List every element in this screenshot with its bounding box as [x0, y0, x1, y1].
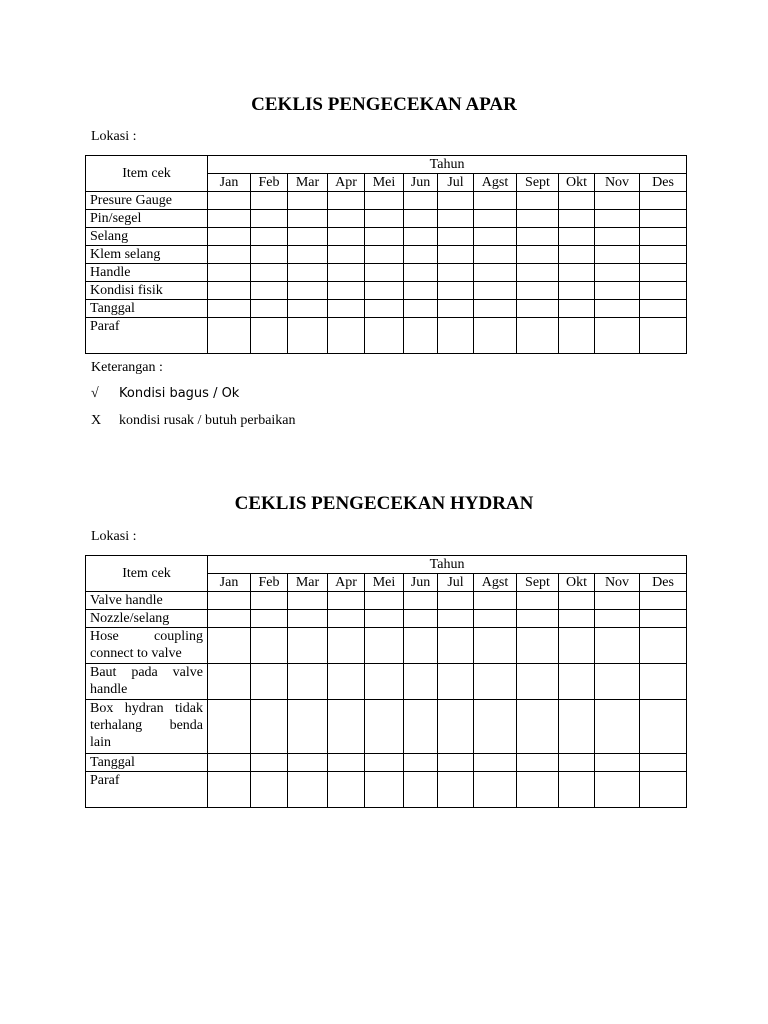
apar-rows — [86, 192, 687, 354]
check-cell[interactable] — [595, 264, 640, 282]
month-header: Jul — [438, 174, 474, 192]
check-cell[interactable] — [438, 664, 474, 700]
check-cell[interactable] — [474, 318, 517, 354]
check-cell[interactable] — [404, 228, 438, 246]
check-cell[interactable] — [474, 192, 517, 210]
check-cell[interactable] — [640, 210, 687, 228]
check-cell[interactable] — [288, 610, 328, 628]
check-cell[interactable] — [559, 192, 595, 210]
check-cell[interactable] — [404, 282, 438, 300]
check-cell[interactable] — [595, 318, 640, 354]
month-header: Mei — [365, 574, 404, 592]
month-header: Feb — [251, 174, 288, 192]
check-cell[interactable] — [438, 264, 474, 282]
check-cell[interactable] — [251, 318, 288, 354]
tahun-header: Tahun — [208, 556, 687, 574]
month-header: Mar — [288, 574, 328, 592]
check-cell[interactable] — [208, 264, 251, 282]
item-label: Paraf — [86, 318, 208, 354]
check-cell[interactable] — [640, 628, 687, 664]
month-header: Sept — [517, 574, 559, 592]
check-cell[interactable] — [640, 264, 687, 282]
check-cell[interactable] — [640, 754, 687, 772]
check-cell[interactable] — [517, 282, 559, 300]
item-label: Handle — [86, 264, 208, 282]
check-cell[interactable] — [365, 282, 404, 300]
check-cell[interactable] — [595, 246, 640, 264]
check-cell[interactable] — [595, 664, 640, 700]
item-label: Paraf — [86, 772, 208, 808]
check-cell[interactable] — [559, 754, 595, 772]
check-cell[interactable] — [438, 628, 474, 664]
check-cell[interactable] — [640, 664, 687, 700]
check-cell[interactable] — [474, 754, 517, 772]
apar-title: CEKLIS PENGECEKAN APAR — [251, 94, 517, 115]
checklist-row — [86, 628, 687, 664]
check-cell[interactable] — [251, 282, 288, 300]
check-cell[interactable] — [365, 192, 404, 210]
check-cell[interactable] — [208, 228, 251, 246]
month-header: Jan — [208, 174, 251, 192]
check-cell[interactable] — [438, 592, 474, 610]
check-cell[interactable] — [288, 192, 328, 210]
check-cell[interactable] — [328, 282, 365, 300]
check-cell[interactable] — [404, 772, 438, 808]
x-icon: X — [91, 413, 102, 428]
check-cell[interactable] — [595, 228, 640, 246]
item-cek-header: Item cek — [86, 156, 208, 192]
checklist-row — [86, 318, 687, 354]
check-cell[interactable] — [404, 300, 438, 318]
check-cell[interactable] — [559, 664, 595, 700]
check-cell[interactable] — [328, 228, 365, 246]
legend-ok-text: Kondisi bagus / Ok — [119, 386, 240, 401]
check-cell[interactable] — [328, 264, 365, 282]
check-cell[interactable] — [559, 628, 595, 664]
keterangan-label: Keterangan : — [91, 360, 163, 375]
check-cell[interactable] — [559, 210, 595, 228]
check-cell[interactable] — [288, 300, 328, 318]
check-cell[interactable] — [208, 610, 251, 628]
check-cell[interactable] — [517, 772, 559, 808]
check-cell[interactable] — [251, 264, 288, 282]
check-cell[interactable] — [595, 700, 640, 754]
check-cell[interactable] — [438, 610, 474, 628]
check-cell[interactable] — [251, 592, 288, 610]
check-cell[interactable] — [328, 318, 365, 354]
check-cell[interactable] — [365, 610, 404, 628]
check-cell[interactable] — [208, 754, 251, 772]
check-cell[interactable] — [474, 228, 517, 246]
check-icon: √ — [91, 386, 99, 401]
check-cell[interactable] — [595, 282, 640, 300]
check-cell[interactable] — [404, 592, 438, 610]
check-cell[interactable] — [438, 192, 474, 210]
check-cell[interactable] — [288, 628, 328, 664]
check-cell[interactable] — [640, 228, 687, 246]
check-cell[interactable] — [251, 664, 288, 700]
item-label: Tanggal — [86, 300, 208, 318]
checklist-row — [86, 610, 687, 628]
check-cell[interactable] — [595, 592, 640, 610]
check-cell[interactable] — [365, 772, 404, 808]
check-cell[interactable] — [404, 664, 438, 700]
check-cell[interactable] — [595, 210, 640, 228]
item-label: Selang — [86, 228, 208, 246]
check-cell[interactable] — [208, 664, 251, 700]
check-cell[interactable] — [328, 210, 365, 228]
check-cell[interactable] — [404, 628, 438, 664]
check-cell[interactable] — [208, 300, 251, 318]
check-cell[interactable] — [365, 318, 404, 354]
check-cell[interactable] — [517, 754, 559, 772]
month-header: Apr — [328, 574, 365, 592]
check-cell[interactable] — [288, 772, 328, 808]
check-cell[interactable] — [517, 610, 559, 628]
check-cell[interactable] — [251, 228, 288, 246]
check-cell[interactable] — [328, 664, 365, 700]
month-header: Feb — [251, 574, 288, 592]
item-label: Valve handle — [86, 592, 208, 610]
check-cell[interactable] — [438, 210, 474, 228]
checklist-row — [86, 246, 687, 264]
checklist-row — [86, 754, 687, 772]
check-cell[interactable] — [365, 628, 404, 664]
check-cell[interactable] — [640, 192, 687, 210]
check-cell[interactable] — [595, 628, 640, 664]
check-cell[interactable] — [328, 610, 365, 628]
legend-rusak-text: kondisi rusak / butuh perbaikan — [119, 413, 296, 428]
month-header: Nov — [595, 574, 640, 592]
month-header: Agst — [474, 574, 517, 592]
check-cell[interactable] — [474, 300, 517, 318]
check-cell[interactable] — [288, 318, 328, 354]
check-cell[interactable] — [288, 754, 328, 772]
check-cell[interactable] — [288, 228, 328, 246]
check-cell[interactable] — [474, 210, 517, 228]
month-header: Jul — [438, 574, 474, 592]
check-cell[interactable] — [640, 772, 687, 808]
check-cell[interactable] — [328, 592, 365, 610]
check-cell[interactable] — [328, 772, 365, 808]
check-cell[interactable] — [288, 246, 328, 264]
check-cell[interactable] — [559, 772, 595, 808]
check-cell[interactable] — [208, 318, 251, 354]
item-label: Box hydran tidak terhalang benda lain — [86, 700, 208, 754]
check-cell[interactable] — [251, 300, 288, 318]
check-cell[interactable] — [474, 592, 517, 610]
item-cek-header: Item cek — [86, 556, 208, 592]
check-cell[interactable] — [251, 772, 288, 808]
check-cell[interactable] — [640, 300, 687, 318]
check-cell[interactable] — [288, 282, 328, 300]
item-label: Pin/segel — [86, 210, 208, 228]
check-cell[interactable] — [328, 754, 365, 772]
check-cell[interactable] — [288, 210, 328, 228]
check-cell[interactable] — [640, 246, 687, 264]
check-cell[interactable] — [365, 700, 404, 754]
check-cell[interactable] — [517, 628, 559, 664]
check-cell[interactable] — [208, 772, 251, 808]
check-cell[interactable] — [251, 628, 288, 664]
check-cell[interactable] — [288, 700, 328, 754]
check-cell[interactable] — [438, 282, 474, 300]
checklist-row — [86, 228, 687, 246]
check-cell[interactable] — [640, 700, 687, 754]
check-cell[interactable] — [404, 754, 438, 772]
checklist-row — [86, 592, 687, 610]
month-header: Jan — [208, 574, 251, 592]
hydran-lokasi-label: Lokasi : — [91, 529, 137, 544]
check-cell[interactable] — [288, 664, 328, 700]
legend-rusak — [91, 413, 296, 429]
checklist-row — [86, 772, 687, 808]
check-cell[interactable] — [208, 192, 251, 210]
check-cell[interactable] — [517, 318, 559, 354]
check-cell[interactable] — [208, 628, 251, 664]
check-cell[interactable] — [559, 610, 595, 628]
check-cell[interactable] — [559, 246, 595, 264]
check-cell[interactable] — [595, 610, 640, 628]
month-header: Agst — [474, 174, 517, 192]
check-cell[interactable] — [474, 700, 517, 754]
apar-checklist-table — [85, 155, 687, 354]
check-cell[interactable] — [404, 318, 438, 354]
check-cell[interactable] — [474, 264, 517, 282]
check-cell[interactable] — [517, 300, 559, 318]
tahun-header: Tahun — [208, 156, 687, 174]
check-cell[interactable] — [517, 664, 559, 700]
check-cell[interactable] — [474, 610, 517, 628]
check-cell[interactable] — [251, 610, 288, 628]
checklist-row — [86, 264, 687, 282]
check-cell[interactable] — [640, 592, 687, 610]
checklist-row — [86, 192, 687, 210]
check-cell[interactable] — [559, 264, 595, 282]
check-cell[interactable] — [559, 282, 595, 300]
check-cell[interactable] — [208, 592, 251, 610]
check-cell[interactable] — [438, 754, 474, 772]
check-cell[interactable] — [404, 210, 438, 228]
check-cell[interactable] — [208, 210, 251, 228]
check-cell[interactable] — [365, 592, 404, 610]
month-header: Apr — [328, 174, 365, 192]
check-cell[interactable] — [517, 228, 559, 246]
check-cell[interactable] — [404, 700, 438, 754]
check-cell[interactable] — [328, 700, 365, 754]
check-cell[interactable] — [288, 264, 328, 282]
check-cell[interactable] — [328, 628, 365, 664]
check-cell[interactable] — [517, 192, 559, 210]
item-label: Nozzle/selang — [86, 610, 208, 628]
check-cell[interactable] — [251, 246, 288, 264]
item-label: Tanggal — [86, 754, 208, 772]
checklist-row — [86, 700, 687, 754]
check-cell[interactable] — [595, 754, 640, 772]
check-cell[interactable] — [328, 246, 365, 264]
check-cell[interactable] — [251, 754, 288, 772]
item-label: Kondisi fisik — [86, 282, 208, 300]
check-cell[interactable] — [595, 192, 640, 210]
check-cell[interactable] — [438, 318, 474, 354]
checklist-row — [86, 282, 687, 300]
check-cell[interactable] — [474, 282, 517, 300]
check-cell[interactable] — [365, 228, 404, 246]
check-cell[interactable] — [595, 772, 640, 808]
check-cell[interactable] — [251, 192, 288, 210]
check-cell[interactable] — [559, 592, 595, 610]
check-cell[interactable] — [517, 210, 559, 228]
item-label: Hose coupling connect to valve — [86, 628, 208, 664]
checklist-row — [86, 664, 687, 700]
check-cell[interactable] — [328, 192, 365, 210]
check-cell[interactable] — [208, 282, 251, 300]
check-cell[interactable] — [251, 700, 288, 754]
check-cell[interactable] — [517, 264, 559, 282]
checklist-row — [86, 300, 687, 318]
check-cell[interactable] — [404, 610, 438, 628]
check-cell[interactable] — [474, 772, 517, 808]
month-header: Nov — [595, 174, 640, 192]
item-label: Presure Gauge — [86, 192, 208, 210]
check-cell[interactable] — [208, 700, 251, 754]
hydran-rows — [86, 592, 687, 808]
check-cell[interactable] — [640, 610, 687, 628]
check-cell[interactable] — [365, 264, 404, 282]
check-cell[interactable] — [365, 754, 404, 772]
check-cell[interactable] — [404, 264, 438, 282]
check-cell[interactable] — [559, 228, 595, 246]
check-cell[interactable] — [404, 192, 438, 210]
month-header: Des — [640, 574, 687, 592]
month-header: Okt — [559, 574, 595, 592]
check-cell[interactable] — [438, 300, 474, 318]
hydran-checklist-table — [85, 555, 687, 808]
check-cell[interactable] — [517, 592, 559, 610]
check-cell[interactable] — [438, 246, 474, 264]
month-header: Jun — [404, 574, 438, 592]
check-cell[interactable] — [438, 228, 474, 246]
apar-lokasi-label: Lokasi : — [91, 129, 137, 144]
check-cell[interactable] — [365, 246, 404, 264]
hydran-title: CEKLIS PENGECEKAN HYDRAN — [234, 493, 534, 514]
legend-ok — [91, 386, 239, 402]
check-cell[interactable] — [474, 246, 517, 264]
check-cell[interactable] — [640, 282, 687, 300]
check-cell[interactable] — [438, 772, 474, 808]
month-header: Okt — [559, 174, 595, 192]
check-cell[interactable] — [595, 300, 640, 318]
month-header: Mar — [288, 174, 328, 192]
month-header: Sept — [517, 174, 559, 192]
check-cell[interactable] — [438, 700, 474, 754]
check-cell[interactable] — [365, 664, 404, 700]
check-cell[interactable] — [365, 300, 404, 318]
month-header: Mei — [365, 174, 404, 192]
check-cell[interactable] — [559, 318, 595, 354]
check-cell[interactable] — [404, 246, 438, 264]
check-cell[interactable] — [640, 318, 687, 354]
item-label: Baut pada valve handle — [86, 664, 208, 700]
check-cell[interactable] — [517, 246, 559, 264]
check-cell[interactable] — [288, 592, 328, 610]
check-cell[interactable] — [474, 628, 517, 664]
check-cell[interactable] — [251, 210, 288, 228]
check-cell[interactable] — [208, 246, 251, 264]
item-label: Klem selang — [86, 246, 208, 264]
check-cell[interactable] — [559, 700, 595, 754]
check-cell[interactable] — [474, 664, 517, 700]
month-header: Des — [640, 174, 687, 192]
check-cell[interactable] — [328, 300, 365, 318]
checklist-row — [86, 210, 687, 228]
check-cell[interactable] — [365, 210, 404, 228]
check-cell[interactable] — [517, 700, 559, 754]
month-header: Jun — [404, 174, 438, 192]
check-cell[interactable] — [559, 300, 595, 318]
